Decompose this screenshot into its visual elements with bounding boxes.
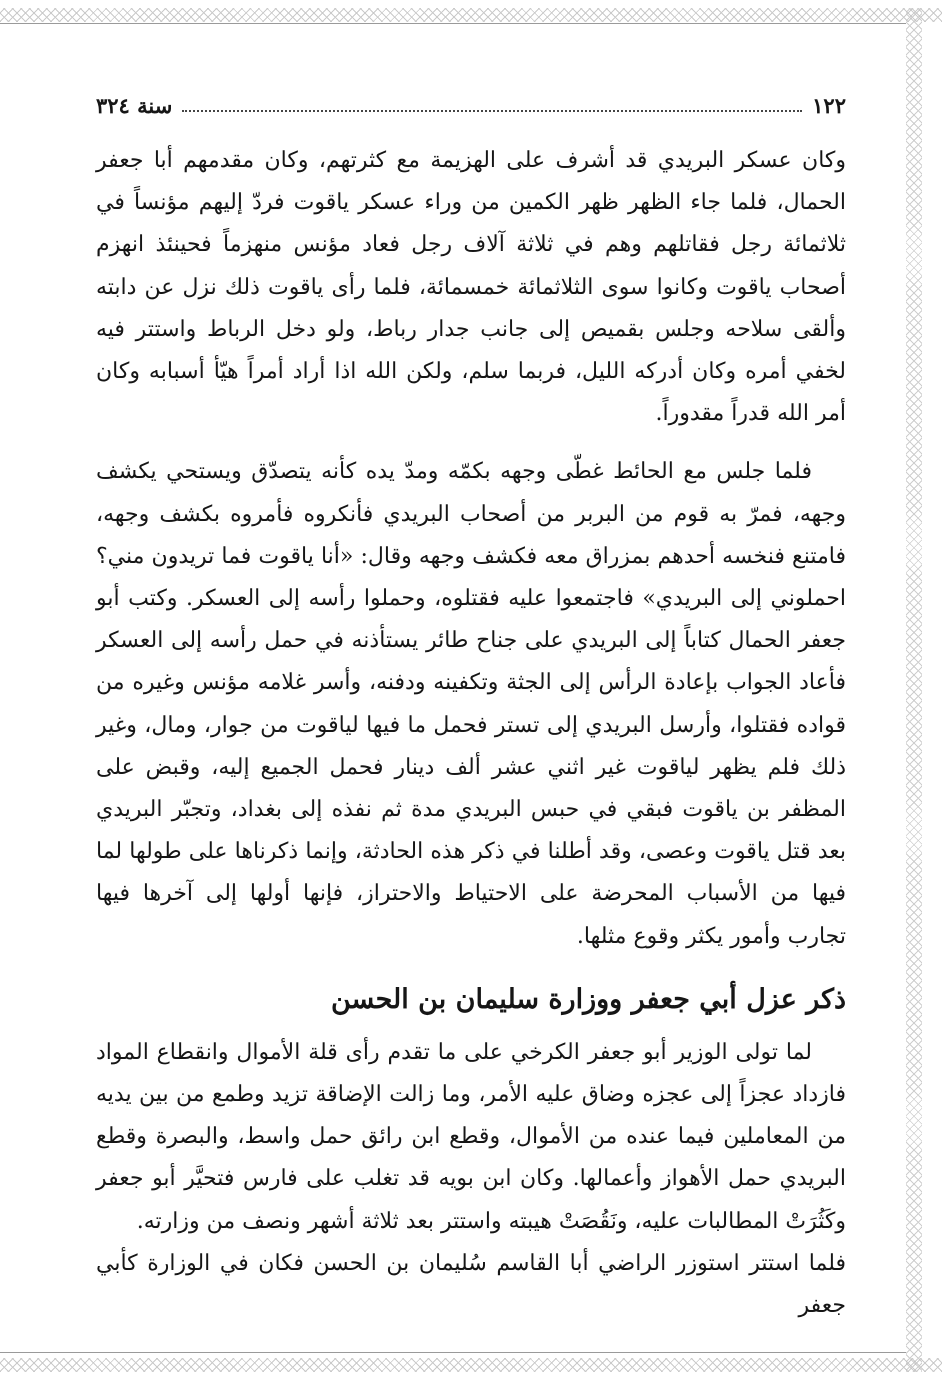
paragraph-yaqut-battle: وكان عسكر البريدي قد أشرف على الهزيمة مع كثرتهم، وكان مقدمهم أبا جعفر الحمال، فلما جاء الظهر ظهر الكمين من وراء عسكر ياقوت فردّ إليهم مؤنساً في ثلاثمائة رجل فقاتلهم وهم في ثلاثة آلاف رجل فعاد مؤنس منهزماً فحينئذ انهزم أصحاب ياقوت وكانوا سوى الثلاثمائة خمسمائة، فلما رأى ياقوت ذلك نزل عن دابته وألقى سلاحه وجلس بقميص إلى جانب جدار رباط، ولو دخل الرباط واستتر فيه لخفي أمره وكان أدركه الليل، فربما سلم، ولكن الله اذا أراد أمراً هيّأ أسبابه وكان أمر الله قدراً مقدوراً. [96, 148, 847, 427]
year-label: سنة ٣٢٤ [96, 93, 173, 118]
paragraph-karkhi-vizierate: لما تولى الوزير أبو جعفر الكرخي على ما تقدم رأى قلة الأموال وانقطاع المواد فازداد عجزاً إلى عجزه وضاق عليه الأمر، وما زالت الإضاقة تزيد وطمع من بين يديه من المعاملين فيما عنده من الأموال، وقطع ابن رائق حمل واسط، والبصرة وقطع البريدي حمل الأهواز وأعمالها. وكان ابن بويه قد تغلب على فارس فتحيَّر أبو جعفر وكَثُرَتْ المطالبات عليه، ونَقُصَتْ هيبته واستتر بعد ثلاثة أشهر ونصف من وزارته. [96, 1039, 846, 1234]
divider-bottom [0, 1352, 906, 1353]
decorative-border-bottom [0, 1358, 942, 1372]
decorative-border-top [0, 8, 942, 22]
running-header [96, 88, 846, 118]
page-body [96, 140, 846, 1327]
page-number: ١٢٢ [812, 93, 846, 118]
decorative-border-right [906, 8, 922, 1372]
paragraph-yaqut-death: فلما جلس مع الحائط غطّى وجهه بكمّه ومدّ يده كأنه يتصدّق ويستحي يكشف وجهه، فمرّ به قوم من البربر من أصحاب البريدي فأنكروه فأمروه بكشف وجهه، فامتنع فنخسه أحدهم بمزراق معه فكشف وجهه وقال: «أنا ياقوت فما تريدون مني؟ احملوني إلى البريدي» فاجتمعوا عليه فقتلوه، وحملوا رأسه إلى العسكر. وكتب أبو جعفر الحمال كتاباً إلى البريدي على جناح طائر يستأذنه في حمل رأسه إلى العسكر فأعاد الجواب بإعادة الرأس إلى الجثة وتكفينه ودفنه، وأسر غلامه مؤنس وغيره من قواده فقتلوا، وأرسل البريدي إلى تستر فحمل ما فيها لياقوت من جوار، ومال، وغير ذلك فلم يظهر لياقوت غير اثني عشر ألف دينار فحمل الجميع إليه، وقبض على المظفر بن ياقوت فبقي في حبس البريدي مدة ثم نفذه إلى بغداد، وتجبّر البريدي بعد قتل ياقوت وعصى، وقد أطلنا في ذكر هذه الحادثة، وإنما ذكرناها على طولها لما فيها من الأسباب المحرضة على الاحتياط والاحتراز، فإنها أولها إلى آخرها فيها تجارب وأمور يكثر وقوع مثلها. [96, 459, 846, 949]
paragraph-sulayman-appointment: فلما استتر استوزر الراضي أبا القاسم سُليمان بن الحسن فكان في الوزارة كأبي جعفر [96, 1250, 846, 1319]
divider-top [0, 23, 906, 24]
section-heading: ذكر عزل أبي جعفر ووزارة سليمان بن الحسن [330, 983, 846, 1015]
header-leader-dots [182, 109, 802, 112]
